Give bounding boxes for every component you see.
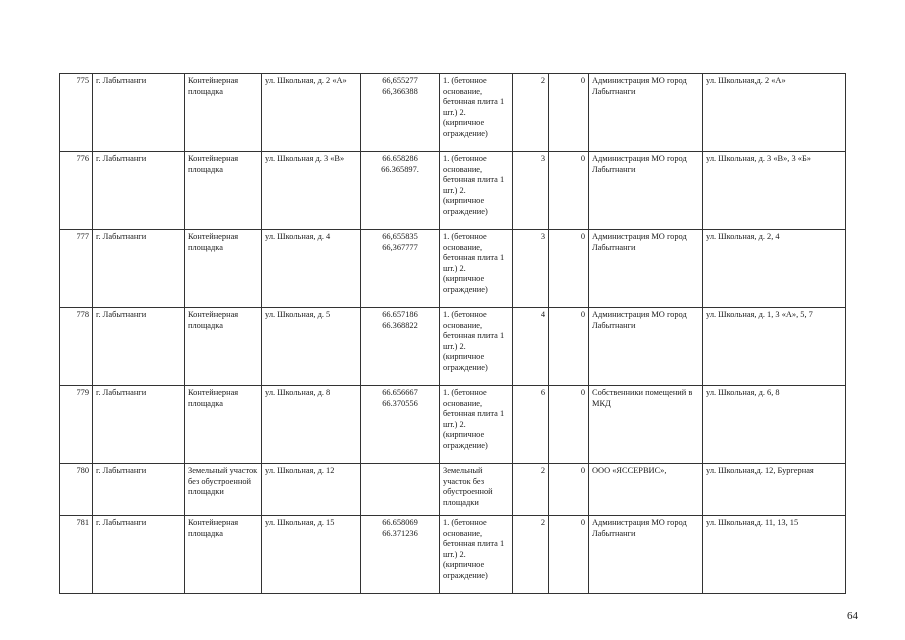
longitude: 66.365897. bbox=[381, 164, 419, 174]
cell-address: ул. Школьная, д. 12 bbox=[262, 464, 361, 516]
cell-container-count: 2 bbox=[513, 74, 549, 152]
page-number: 64 bbox=[847, 610, 858, 622]
cell-volume: 0 bbox=[549, 230, 589, 308]
cell-number: 778 bbox=[60, 308, 93, 386]
cell-volume: 0 bbox=[549, 152, 589, 230]
cell-number: 777 bbox=[60, 230, 93, 308]
cell-city: г. Лабытнанги bbox=[93, 464, 185, 516]
cell-site-type: Контейнерная площадка bbox=[185, 74, 262, 152]
cell-number: 776 bbox=[60, 152, 93, 230]
cell-served-addresses: ул. Школьная, д. 2, 4 bbox=[703, 230, 846, 308]
cell-city: г. Лабытнанги bbox=[93, 74, 185, 152]
table-row bbox=[60, 230, 846, 308]
cell-number: 781 bbox=[60, 516, 93, 594]
cell-volume: 0 bbox=[549, 308, 589, 386]
cell-number: 775 bbox=[60, 74, 93, 152]
cell-served-addresses: ул. Школьная, д. 6, 8 bbox=[703, 386, 846, 464]
cell-container-count: 3 bbox=[513, 152, 549, 230]
cell-base-description: 1. (бетонное основание, бетонная плита 1 шт.) 2. (кирпичное ограждение) bbox=[440, 152, 513, 230]
cell-site-type: Контейнерная площадка bbox=[185, 386, 262, 464]
cell-city: г. Лабытнанги bbox=[93, 516, 185, 594]
cell-base-description: 1. (бетонное основание, бетонная плита 1 шт.) 2. (кирпичное ограждение) bbox=[440, 230, 513, 308]
cell-number: 780 bbox=[60, 464, 93, 516]
cell-volume: 0 bbox=[549, 386, 589, 464]
table-row bbox=[60, 74, 846, 152]
cell-city: г. Лабытнанги bbox=[93, 308, 185, 386]
cell-container-count: 2 bbox=[513, 516, 549, 594]
cell-owner: Администрация МО город Лабытнанги bbox=[589, 516, 703, 594]
cell-served-addresses: ул. Школьная, д. 1, 3 «А», 5, 7 bbox=[703, 308, 846, 386]
latitude: 66,655277 bbox=[382, 76, 418, 85]
cell-served-addresses: ул. Школьная,д. 11, 13, 15 bbox=[703, 516, 846, 594]
cell-container-count: 6 bbox=[513, 386, 549, 464]
cell-city: г. Лабытнанги bbox=[93, 230, 185, 308]
table-row bbox=[60, 464, 846, 516]
longitude: 66.368822 bbox=[382, 320, 418, 330]
cell-address: ул. Школьная, д. 15 bbox=[262, 516, 361, 594]
cell-base-description: Земельный участок без обустроенной площадки bbox=[440, 464, 513, 516]
cell-coordinates bbox=[361, 386, 440, 464]
cell-site-type: Контейнерная площадка bbox=[185, 230, 262, 308]
latitude: 66.656667 bbox=[382, 388, 418, 397]
latitude: 66.658286 bbox=[382, 154, 418, 163]
cell-address: ул. Школьная д. 3 «В» bbox=[262, 152, 361, 230]
cell-base-description: 1. (бетонное основание, бетонная плита 1 шт.) 2. (кирпичное ограждение) bbox=[440, 516, 513, 594]
cell-owner: Администрация МО город Лабытнанги bbox=[589, 230, 703, 308]
cell-owner: Собственники помещений в МКД bbox=[589, 386, 703, 464]
cell-coordinates bbox=[361, 74, 440, 152]
latitude: 66.658069 bbox=[382, 518, 418, 527]
cell-coordinates bbox=[361, 464, 440, 516]
cell-coordinates bbox=[361, 152, 440, 230]
cell-coordinates bbox=[361, 230, 440, 308]
cell-site-type: Контейнерная площадка bbox=[185, 516, 262, 594]
cell-container-count: 4 bbox=[513, 308, 549, 386]
cell-base-description: 1. (бетонное основание, бетонная плита 1 шт.) 2. (кирпичное ограждение) bbox=[440, 308, 513, 386]
cell-city: г. Лабытнанги bbox=[93, 386, 185, 464]
cell-address: ул. Школьная, д. 8 bbox=[262, 386, 361, 464]
cell-address: ул. Школьная, д. 5 bbox=[262, 308, 361, 386]
cell-container-count: 3 bbox=[513, 230, 549, 308]
table-row bbox=[60, 516, 846, 594]
cell-site-type: Контейнерная площадка bbox=[185, 152, 262, 230]
longitude: 66.370556 bbox=[382, 398, 418, 408]
cell-number: 779 bbox=[60, 386, 93, 464]
cell-base-description: 1. (бетонное основание, бетонная плита 1 шт.) 2. (кирпичное ограждение) bbox=[440, 74, 513, 152]
cell-base-description: 1. (бетонное основание, бетонная плита 1 шт.) 2. (кирпичное ограждение) bbox=[440, 386, 513, 464]
latitude: 66,655835 bbox=[382, 232, 418, 241]
cell-container-count: 2 bbox=[513, 464, 549, 516]
table-row bbox=[60, 386, 846, 464]
longitude: 66,366388 bbox=[382, 86, 418, 96]
cell-served-addresses: ул. Школьная,д. 12, Бургерная bbox=[703, 464, 846, 516]
cell-site-type: Земельный участок без обустроенной площадки bbox=[185, 464, 262, 516]
cell-address: ул. Школьная, д. 2 «А» bbox=[262, 74, 361, 152]
latitude: 66.657186 bbox=[382, 310, 418, 319]
cell-served-addresses: ул. Школьная,д. 2 «А» bbox=[703, 74, 846, 152]
table-row bbox=[60, 152, 846, 230]
cell-volume: 0 bbox=[549, 74, 589, 152]
cell-coordinates bbox=[361, 308, 440, 386]
cell-owner: ООО «ЯССЕРВИС», bbox=[589, 464, 703, 516]
cell-volume: 0 bbox=[549, 516, 589, 594]
cell-address: ул. Школьная, д. 4 bbox=[262, 230, 361, 308]
cell-owner: Администрация МО город Лабытнанги bbox=[589, 74, 703, 152]
cell-coordinates bbox=[361, 516, 440, 594]
longitude: 66.371236 bbox=[382, 528, 418, 538]
cell-served-addresses: ул. Школьная, д. 3 «В», 3 «Б» bbox=[703, 152, 846, 230]
cell-owner: Администрация МО город Лабытнанги bbox=[589, 308, 703, 386]
registry-table bbox=[59, 73, 846, 594]
table-row bbox=[60, 308, 846, 386]
longitude: 66,367777 bbox=[382, 242, 418, 252]
cell-site-type: Контейнерная площадка bbox=[185, 308, 262, 386]
cell-volume: 0 bbox=[549, 464, 589, 516]
cell-owner: Администрация МО город Лабытнанги bbox=[589, 152, 703, 230]
cell-city: г. Лабытнанги bbox=[93, 152, 185, 230]
